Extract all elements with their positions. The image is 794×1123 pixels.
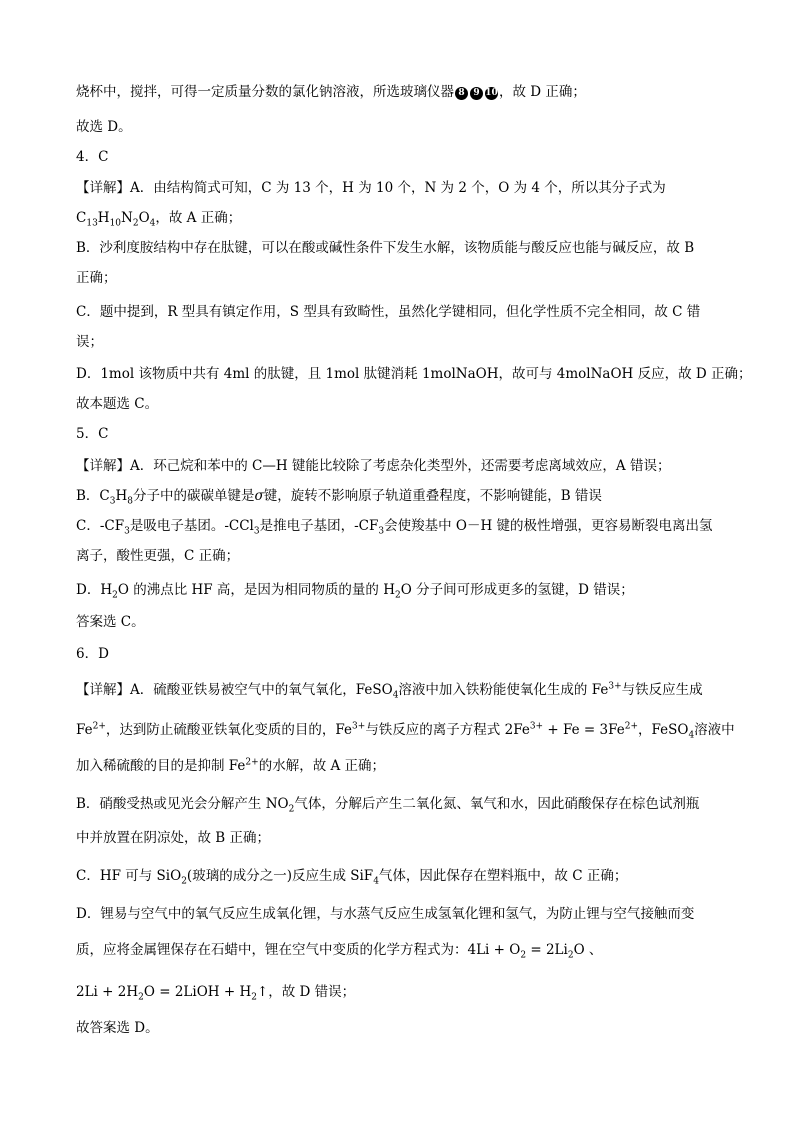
text: ，故 D 正确； [499, 84, 586, 100]
q6-answer-head: 6．D [76, 646, 109, 662]
q6-a-line3: 加入稀硫酸的目的是抑制 $Fe^{2+}$的水解，故 A 正确； [76, 757, 386, 774]
q4-conclusion: 故本题选 C。 [76, 396, 159, 412]
q5-c-line2: 离子，酸性更强，C 正确； [76, 548, 240, 564]
q3-conclusion: 故选 D。 [76, 119, 132, 135]
circled-number-10: 10 [485, 88, 498, 98]
q4-b-line1: B．沙利度胺结构中存在肽键，可以在酸或碱性条件下发生水解，该物质能与酸反应也能与碱反应，故 B [76, 240, 695, 256]
circled-number-9: 9 [470, 87, 483, 100]
q4-d-line1: D．1mol 该物质中共有 4ml 的肽键，且 1mol 肽键消耗 1molNaOH，故可与 4molNaOH 反应，故 D 正确； [76, 366, 752, 382]
sigma-symbol: σ [254, 488, 264, 504]
q5-conclusion: 答案选 C。 [76, 614, 145, 630]
q6-a-line1: 【详解】A．硫酸亚铁易被空气中的氧气氧化，FeSO$_4$溶液中加入铁粉能使氧化生成的 $Fe^{3+}$与铁反应生成 [76, 681, 703, 701]
q4-answer-head: 4．C [76, 149, 109, 165]
q6-d-line1: D．锂易与空气中的氧气反应生成氧化锂，与水蒸气反应生成氢氧化锂和氢气，为防止锂与空气接触而变 [76, 906, 695, 922]
q4-a-line1: 【详解】A．由结构简式可知，C 为 13 个，H 为 10 个，N 为 2 个，O 为 4 个，所以其分子式为 [76, 180, 666, 196]
q5-answer-head: 5．C [76, 426, 109, 442]
q5-a-line: 【详解】A．环己烷和苯中的 C—H 键能比较除了考虑杂化类型外，还需要考虑离域效应，A 错误； [76, 458, 671, 474]
q6-b-line2: 中并放置在阴凉处，故 B 正确； [76, 830, 271, 846]
q6-conclusion: 故答案选 D。 [76, 1020, 159, 1036]
text: 烧杯中，搅拌，可得一定质量分数的氯化钠溶液，所选玻璃仪器 [76, 84, 454, 100]
q6-b-line1: B．硝酸受热或见光会分解产生 $NO_2$气体，分解后产生二氧化氮、氧气和水，因此硝酸保存在棕色试剂瓶 [76, 796, 700, 815]
q4-a-line2: $C_{13}H_{10}N_2O_4$，故 A 正确； [76, 210, 242, 229]
q6-d-line2: 质，应将金属锂保存在石蜡中，锂在空气中变质的化学方程式为：$4Li + O_2 = 2Li_2O$ 、 [76, 942, 603, 961]
q3-line-1 [76, 82, 586, 102]
q6-a-line2: $Fe^{2+}$，达到防止硫酸亚铁氧化变质的目的，$Fe^{3+}$与铁反应的离子方程式 $2Fe^{3+} + Fe = 3Fe^{2+}$，FeSO$_4$溶液中 [76, 721, 735, 741]
q6-d-line3: $2Li + 2H_2O$ = 2LiOH + $H_2↑$，故 D 错误； [76, 984, 356, 1003]
circled-number-8: 8 [455, 87, 468, 100]
q5-b-line: B．$C_3H_8$分子中的碳碳单键是σ键，旋转不影响原子轨道重叠程度，不影响键能，B 错误 [76, 488, 602, 507]
q4-b-line2: 正确； [76, 270, 117, 286]
q6-c-line: C．HF 可与 SiO$_2$(玻璃的成分之一)反应生成 SiF$_4$气体，因此保存在塑料瓶中，故 C 正确； [76, 868, 628, 887]
q5-c-line1: C．$-CF_3$是吸电子基团。-CCl$_3$是推电子基团，$-CF_3$会使羧基中 O－H 键的极性增强，更容易断裂电离出氢 [76, 518, 713, 537]
q4-c-line1: C．题中提到，R 型具有镇定作用，S 型具有致畸性，虽然化学键相同，但化学性质不完全相同，故 C 错 [76, 304, 701, 320]
q5-d-line: D．$H_2O$ 的沸点比 HF 高，是因为相同物质的量的 $H_2O$ 分子间可形成更多的氢键，D 错误； [76, 582, 634, 601]
q4-c-line2: 误； [76, 334, 103, 350]
